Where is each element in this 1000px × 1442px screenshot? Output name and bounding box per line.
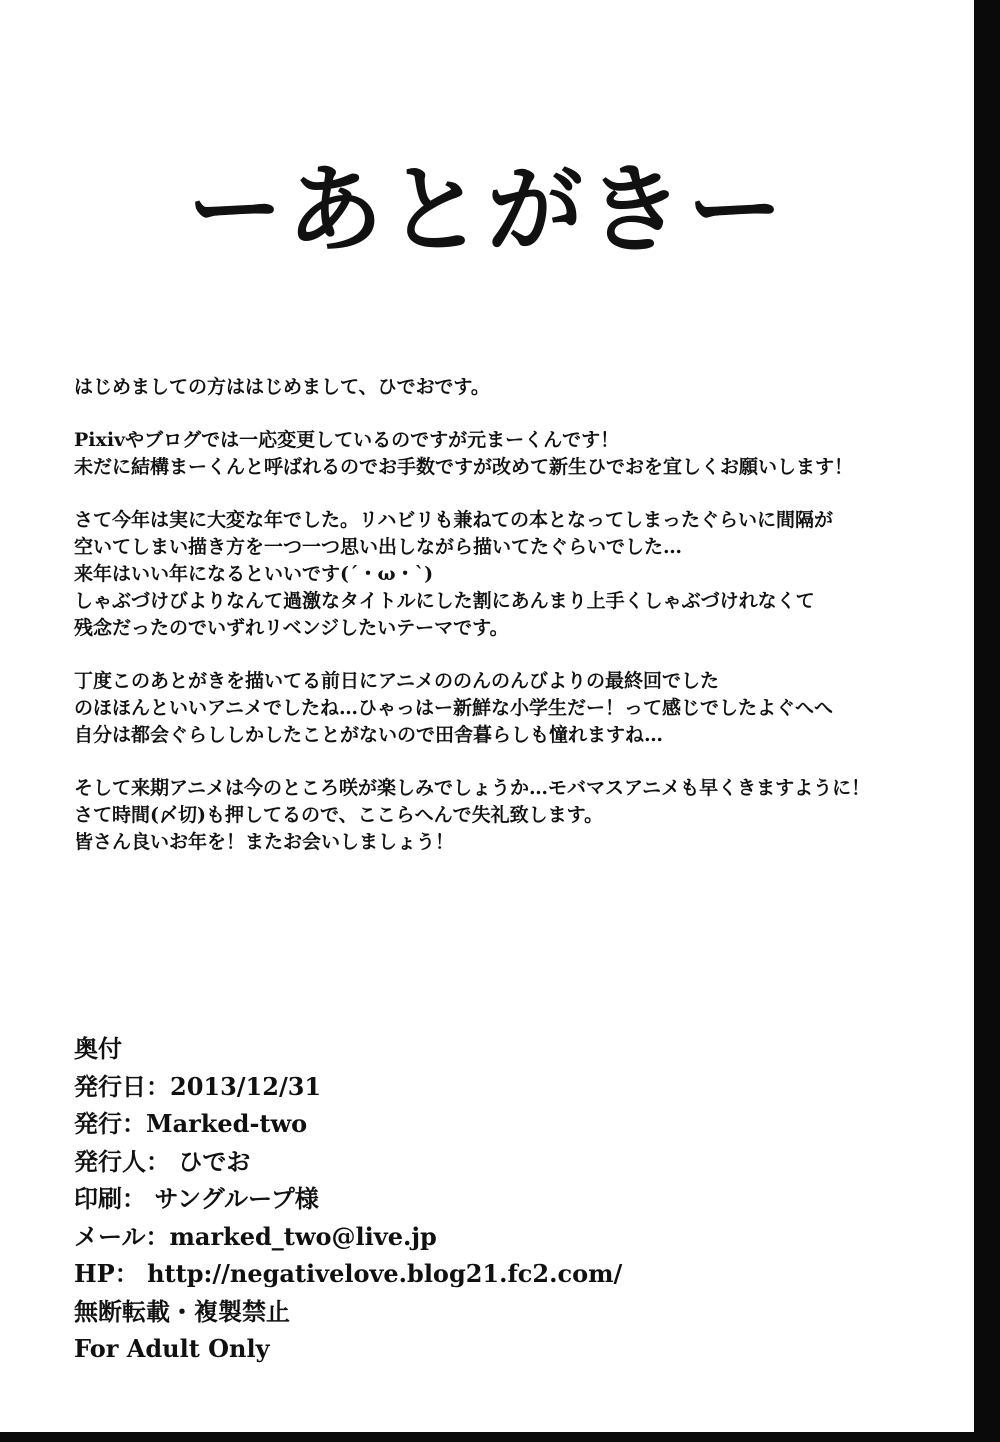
colophon-no-reproduction: 無断転載・複製禁止 bbox=[74, 1296, 290, 1326]
colophon-email: メール：marked_two@live.jp bbox=[74, 1221, 437, 1251]
afterword-title: ーあとがきー bbox=[187, 154, 787, 266]
text-line: はじめましての方ははじめまして、ひでおです。 bbox=[74, 376, 490, 398]
text-line: さて時間(〆切)も押してるので、ここらへんで失礼致します。 bbox=[74, 804, 604, 826]
text-line: Pixivやブログでは一応変更しているのですが元まーくんです！ bbox=[74, 429, 620, 451]
text-line: 皆さん良いお年を！またお会いしましょう！ bbox=[74, 831, 455, 853]
colophon-printer: 印刷： サングループ様 bbox=[74, 1184, 319, 1213]
colophon-publisher: 発行：Marked-two bbox=[74, 1109, 308, 1138]
colophon bbox=[74, 1030, 934, 1368]
text-line: 残念だったのでいずれリベンジしたいテーマです。 bbox=[74, 617, 509, 639]
text-line: 来年はいい年になるといいです(´・ω・`) bbox=[74, 563, 434, 585]
page-edge-right bbox=[974, 0, 1000, 1442]
colophon-heading: 奥付 bbox=[74, 1034, 122, 1063]
text-line: しゃぶづけびよりなんて過激なタイトルにした割にあんまり上手くしゃぶづけれなくて bbox=[74, 590, 815, 612]
paragraph-year-review bbox=[74, 507, 954, 642]
colophon-issue-date: 発行日：2013/12/31 bbox=[74, 1071, 322, 1101]
page-edge-bottom bbox=[0, 1432, 1000, 1442]
text-line: さて今年は実に大変な年でした。リハビリも兼ねての本となってしまったぐらいに間隔が bbox=[74, 509, 833, 531]
text-line: 未だに結構まーくんと呼ばれるのでお手数ですが改めて新生ひでおを宜しくお願いします！ bbox=[74, 456, 854, 478]
text-line: そして来期アニメは今のところ咲が楽しみでしょうか…モバマスアニメも早くきますように！ bbox=[74, 777, 871, 799]
text-line: のほほんといいアニメでしたね…ひゃっはー新鮮な小学生だー！って感じでしたよぐへへ bbox=[74, 697, 834, 719]
colophon-homepage: HP： http://negativelove.blog21.fc2.com/ bbox=[74, 1259, 623, 1288]
paragraph-greeting bbox=[74, 374, 954, 401]
paragraph-closing bbox=[74, 775, 954, 856]
text-line: 自分は都会ぐらししかしたことがないので田舎暮らしも憧れますね… bbox=[74, 724, 664, 746]
afterword-body bbox=[74, 374, 954, 882]
colophon-issuer: 発行人： ひでお bbox=[74, 1146, 251, 1176]
paragraph-name-change bbox=[74, 427, 954, 481]
text-line: 空いてしまい描き方を一つ一つ思い出しながら描いてたぐらいでした… bbox=[74, 536, 683, 558]
paragraph-anime bbox=[74, 668, 954, 749]
text-line: 丁度このあとがきを描いてる前日にアニメののんのんびよりの最終回でした bbox=[74, 670, 720, 692]
colophon-adult-notice: For Adult Only bbox=[74, 1334, 270, 1363]
